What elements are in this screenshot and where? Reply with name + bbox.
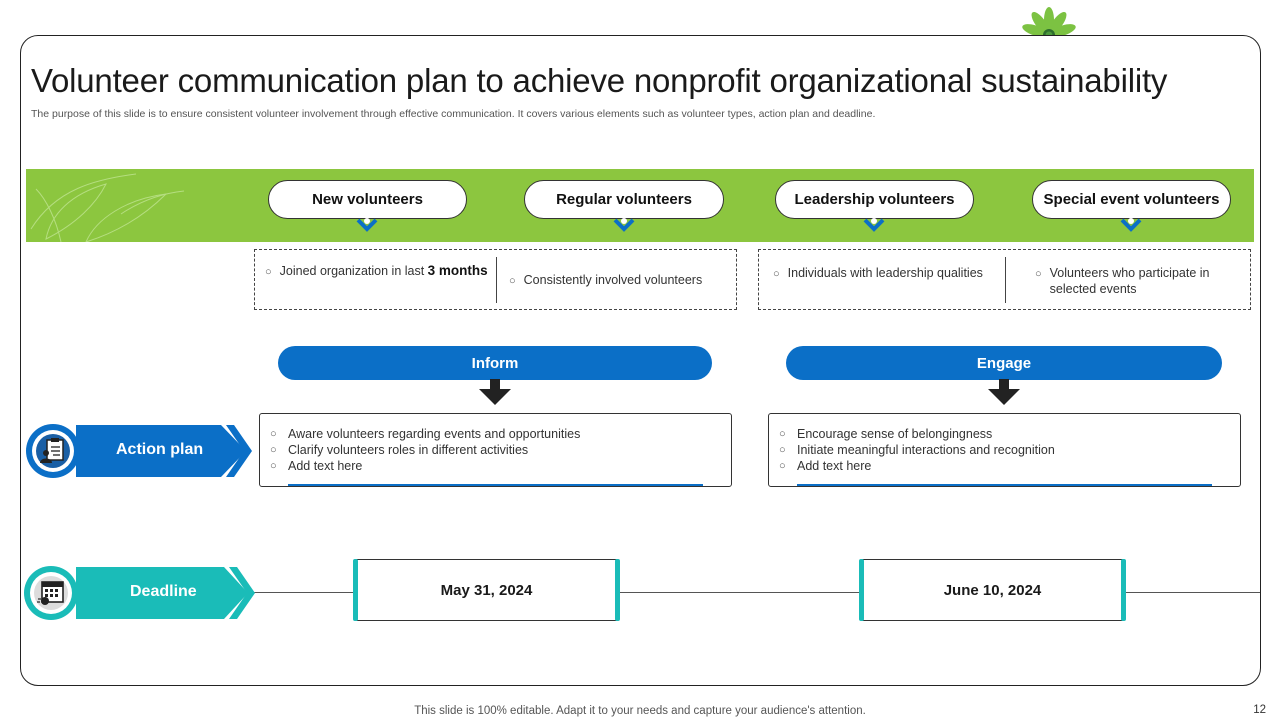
deadline-label: Deadline [130, 583, 197, 600]
description-new [265, 263, 490, 322]
list-item: ○ Add text here [779, 459, 872, 473]
description-bold-text: 3 months [427, 263, 488, 278]
bullet-icon: ○ [270, 428, 277, 440]
deadline-date-2: June 10, 2024 [860, 559, 1125, 621]
bullet-icon: ○ [509, 275, 516, 287]
divider [496, 257, 497, 303]
page-title: Volunteer communication plan to achieve nonprofit organizational sustainability [31, 62, 1168, 99]
description-text: Consistently involved volunteers [523, 273, 703, 287]
page-number: 12 [1253, 704, 1266, 716]
accent-bar [615, 559, 620, 621]
pin-marker-icon [613, 218, 635, 232]
list-item: ○ Aware volunteers regarding events and opportunities [270, 427, 581, 441]
description-box-left [254, 249, 737, 310]
volunteer-type-special-event: Special event volunteers [1032, 180, 1231, 219]
action-box-engage [768, 413, 1241, 487]
deadline-date-1: May 31, 2024 [354, 559, 619, 621]
description-text: Volunteers who participate in selected events [1049, 266, 1210, 296]
description-leadership [773, 265, 983, 324]
bullet-icon: ○ [270, 460, 277, 472]
bullet-icon: ○ [773, 268, 780, 280]
bullet-icon: ○ [779, 444, 786, 456]
accent-bar [1121, 559, 1126, 621]
timeline-line [618, 592, 860, 593]
bullet-icon: ○ [265, 266, 272, 278]
description-special-event [1035, 265, 1235, 324]
footer-note: This slide is 100% editable. Adapt it to your needs and capture your audience's attention. [414, 705, 866, 717]
accent-bar [859, 559, 864, 621]
timeline-line [1124, 592, 1260, 593]
description-regular [509, 272, 729, 331]
clipboard-person-icon [39, 437, 67, 465]
arrow-down-icon [988, 379, 1020, 405]
page-subtitle: The purpose of this slide is to ensure consistent volunteer involvement through effective communication. It covers various elements such as volunteer types, action plan and deadline. [31, 108, 876, 120]
pin-marker-icon [356, 218, 378, 232]
pin-marker-icon [863, 218, 885, 232]
divider [1005, 257, 1006, 303]
accent-bar [353, 559, 358, 621]
leaf-decoration-icon [26, 169, 186, 242]
description-box-right [758, 249, 1251, 310]
calendar-icon [37, 578, 67, 608]
list-item: ○ Clarify volunteers roles in different activities [270, 443, 529, 457]
volunteer-type-new: New volunteers [268, 180, 467, 219]
volunteer-type-regular: Regular volunteers [524, 180, 724, 219]
pin-marker-icon [1120, 218, 1142, 232]
description-text: Joined organization in last [279, 264, 428, 278]
phase-inform: Inform [278, 346, 712, 380]
bullet-icon: ○ [779, 460, 786, 472]
arrow-down-icon [479, 379, 511, 405]
action-box-inform [259, 413, 732, 487]
bullet-icon: ○ [779, 428, 786, 440]
underline [288, 484, 703, 486]
underline [797, 484, 1212, 486]
bullet-icon: ○ [1035, 268, 1042, 280]
list-item: ○ Add text here [270, 459, 363, 473]
bullet-icon: ○ [270, 444, 277, 456]
volunteer-type-leadership: Leadership volunteers [775, 180, 974, 219]
phase-engage: Engage [786, 346, 1222, 380]
list-item: ○ Initiate meaningful interactions and recognition [779, 443, 1055, 457]
description-text: Individuals with leadership qualities [787, 266, 983, 280]
action-plan-label: Action plan [116, 441, 204, 458]
timeline-line [250, 592, 354, 593]
list-item: ○ Encourage sense of belongingness [779, 427, 993, 441]
